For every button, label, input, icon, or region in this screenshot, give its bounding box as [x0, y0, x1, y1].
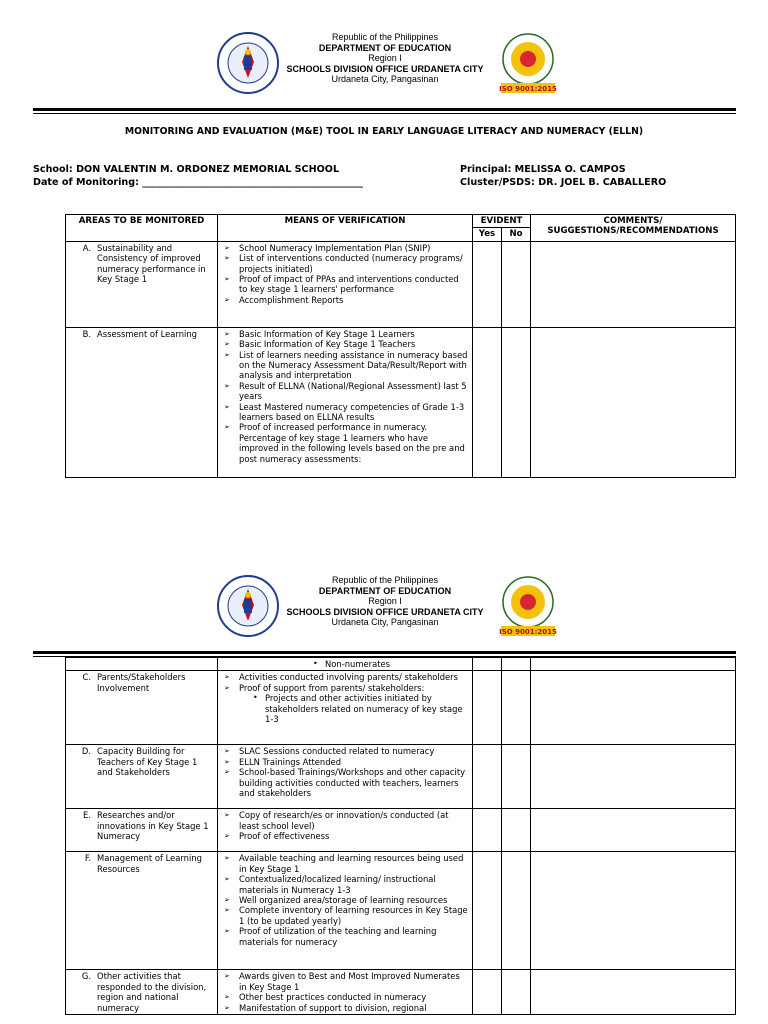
header-rule-thick — [33, 108, 736, 111]
letterhead-line1: Republic of the Philippines — [331, 575, 439, 585]
list-item: ➢ List of learners needing assistance in numeracy based on the Numeracy Assessment Data/Result/Report with analysis and interpretation — [239, 350, 469, 381]
comments-cell[interactable] — [531, 852, 736, 970]
table-row — [66, 809, 736, 852]
table-row — [66, 970, 736, 1015]
table-row — [66, 852, 736, 970]
list-item: • Projects and other activities initiated by stakeholders related on numeracy of key stage 1-3 — [265, 693, 469, 724]
means-cell — [218, 327, 473, 477]
list-item: ➢ List of interventions conducted (numeracy programs/ projects initiated) — [239, 253, 469, 274]
yes-checkbox-cell[interactable] — [473, 241, 502, 327]
header-comments: COMMENTS/ SUGGESTIONS/RECOMMENDATIONS — [531, 215, 736, 242]
header-yes: Yes — [473, 228, 502, 241]
school-field: School: DON VALENTIN M. ORDONEZ MEMORIAL SCHOOL — [33, 164, 340, 175]
letterhead-line5: Urdaneta City, Pangasinan — [331, 617, 439, 627]
area-cell — [66, 745, 218, 809]
letterhead-line4: SCHOOLS DIVISION OFFICE URDANETA CITY — [286, 606, 484, 617]
comments-cell[interactable] — [531, 658, 736, 671]
list-item: ➢ Contextualized/localized learning/ instructional materials in Numeracy 1-3 — [239, 874, 469, 895]
list-item: ➢ Proof of increased performance in numeracy. — [239, 422, 469, 432]
yes-checkbox-cell[interactable] — [473, 658, 502, 671]
area-label: Other activities that responded to the division, region and national numeracy — [97, 971, 207, 1013]
means-cell — [218, 658, 473, 671]
list-item: ➢ Result of ELLNA (National/Regional Assessment) last 5 years — [239, 381, 469, 402]
svg-text:ISO 9001:2015: ISO 9001:2015 — [499, 85, 557, 93]
list-item: ➢ Available teaching and learning resources being used in Key Stage 1 — [239, 853, 469, 874]
no-checkbox-cell[interactable] — [502, 327, 531, 477]
letterhead-text — [260, 575, 510, 628]
iso-certified-seal-icon — [497, 575, 559, 637]
document-title: MONITORING AND EVALUATION (M&E) TOOL IN EARLY LANGUAGE LITERACY AND NUMERACY (ELLN) — [124, 126, 644, 137]
table-row — [66, 658, 736, 671]
cluster-field: Cluster/PSDS: DR. JOEL B. CABALLERO — [460, 177, 667, 188]
comments-cell[interactable] — [531, 327, 736, 477]
area-cell — [66, 852, 218, 970]
letterhead-line4: SCHOOLS DIVISION OFFICE URDANETA CITY — [286, 63, 484, 74]
yes-checkbox-cell[interactable] — [473, 970, 502, 1015]
header-areas: AREAS TO BE MONITORED — [66, 215, 218, 242]
yes-checkbox-cell[interactable] — [473, 327, 502, 477]
no-checkbox-cell[interactable] — [502, 745, 531, 809]
letterhead-line5: Urdaneta City, Pangasinan — [331, 74, 439, 84]
letterhead-page-2 — [0, 573, 768, 663]
comments-cell[interactable] — [531, 241, 736, 327]
table-header-row — [66, 215, 736, 228]
area-letter: E. — [83, 810, 91, 821]
means-cell — [218, 241, 473, 327]
list-item: • Non-numerates — [325, 659, 469, 669]
area-label: Capacity Building for Teachers of Key Stage 1 and Stakeholders — [97, 746, 198, 778]
area-cell — [66, 241, 218, 327]
list-item: ➢ Manifestation of support to division, regional — [239, 1003, 469, 1013]
comments-cell[interactable] — [531, 809, 736, 852]
area-cell — [66, 809, 218, 852]
area-label: Sustainability and Consistency of improved numeracy performance in Key Stage 1 — [97, 242, 206, 285]
area-letter: G. — [81, 971, 91, 982]
list-item: ➢ Proof of utilization of the teaching and learning materials for numeracy — [239, 926, 469, 947]
table-row — [66, 241, 736, 327]
area-letter: C. — [82, 672, 91, 683]
list-item: ➢ Least Mastered numeracy competencies of Grade 1-3 learners based on ELLNA results — [239, 402, 469, 423]
comments-cell[interactable] — [531, 671, 736, 745]
area-cell — [66, 658, 218, 671]
monitoring-table-page-1 — [65, 214, 736, 478]
area-label: Management of Learning Resources — [97, 853, 202, 874]
no-checkbox-cell[interactable] — [502, 970, 531, 1015]
area-letter: D. — [81, 746, 91, 757]
table-row — [66, 671, 736, 745]
list-item: ➢ School Numeracy Implementation Plan (SNIP) — [239, 243, 469, 253]
area-cell — [66, 671, 218, 745]
yes-checkbox-cell[interactable] — [473, 809, 502, 852]
list-item: ➢ Awards given to Best and Most Improved Numerates in Key Stage 1 — [239, 971, 469, 992]
no-checkbox-cell[interactable] — [502, 671, 531, 745]
monitoring-table-page-2 — [65, 657, 736, 1015]
list-item: ➢ Complete inventory of learning resources in Key Stage 1 (to be updated yearly) — [239, 905, 469, 926]
principal-field: Principal: MELISSA O. CAMPOS — [460, 164, 626, 175]
means-cell — [218, 809, 473, 852]
iso-certified-seal-icon — [497, 32, 559, 94]
area-cell — [66, 327, 218, 477]
header-rule-thick — [33, 651, 736, 654]
letterhead-line1: Republic of the Philippines — [331, 32, 439, 42]
list-item: ➢ Well organized area/storage of learning resources — [239, 895, 469, 905]
area-letter: B. — [82, 328, 91, 339]
yes-checkbox-cell[interactable] — [473, 671, 502, 745]
header-means: MEANS OF VERIFICATION — [218, 215, 473, 242]
list-item: ➢ Basic Information of Key Stage 1 Learners — [239, 329, 469, 339]
comments-cell[interactable] — [531, 970, 736, 1015]
area-letter: A. — [82, 242, 91, 253]
list-item: ➢ Activities conducted involving parents/ stakeholders — [239, 672, 469, 682]
yes-checkbox-cell[interactable] — [473, 852, 502, 970]
svg-text:ISO 9001:2015: ISO 9001:2015 — [499, 628, 557, 636]
area-letter: F. — [84, 853, 91, 864]
yes-checkbox-cell[interactable] — [473, 745, 502, 809]
comments-cell[interactable] — [531, 745, 736, 809]
list-item: ➢ School-based Trainings/Workshops and other capacity building activities conducted with teachers, learners and stakeholders — [239, 767, 469, 798]
list-item: ➢ SLAC Sessions conducted related to numeracy — [239, 746, 469, 756]
list-item: ➢ ELLN Trainings Attended — [239, 757, 469, 767]
header-no: No — [502, 228, 531, 241]
means-cell — [218, 852, 473, 970]
no-checkbox-cell[interactable] — [502, 241, 531, 327]
list-item: ➢ Proof of effectiveness — [239, 831, 469, 841]
header-rule-thin — [33, 113, 736, 114]
area-label: Researches and/or innovations in Key Stage 1 Numeracy — [97, 810, 209, 842]
list-item: ➢ Proof of support from parents/ stakeholders: — [239, 683, 469, 693]
list-item: ➢ Basic Information of Key Stage 1 Teachers — [239, 339, 469, 349]
no-checkbox-cell[interactable] — [502, 809, 531, 852]
means-cell — [218, 745, 473, 809]
list-item: ➢ Accomplishment Reports — [239, 295, 469, 305]
table-row — [66, 745, 736, 809]
date-of-monitoring-field: Date of Monitoring: ______________________________________________ — [33, 177, 363, 188]
no-checkbox-cell[interactable] — [502, 852, 531, 970]
table-row — [66, 327, 736, 477]
letterhead-line2: DEPARTMENT OF EDUCATION — [318, 585, 452, 596]
area-cell — [66, 970, 218, 1015]
means-cell — [218, 671, 473, 745]
letterhead-line2: DEPARTMENT OF EDUCATION — [318, 42, 452, 53]
header-evident: EVIDENT — [473, 215, 531, 228]
means-cell — [218, 970, 473, 1015]
letterhead-line3: Region I — [368, 596, 402, 606]
letterhead-text — [260, 32, 510, 85]
list-item: ➢ Other best practices conducted in numeracy — [239, 992, 469, 1002]
list-item: ➢ Proof of impact of PPAs and interventions conducted to key stage 1 learners' performance — [239, 274, 469, 295]
area-label: Parents/Stakeholders Involvement — [97, 672, 186, 693]
area-label: Assessment of Learning — [97, 328, 197, 339]
letterhead-page-1 — [0, 30, 768, 120]
list-item: ➢ Copy of research/es or innovation/s conducted (at least school level) — [239, 810, 469, 831]
paragraph-text: Percentage of key stage 1 learners who have improved in the following levels based on the pre and post numeracy assessments: — [239, 432, 465, 464]
letterhead-line3: Region I — [368, 53, 402, 63]
no-checkbox-cell[interactable] — [502, 658, 531, 671]
